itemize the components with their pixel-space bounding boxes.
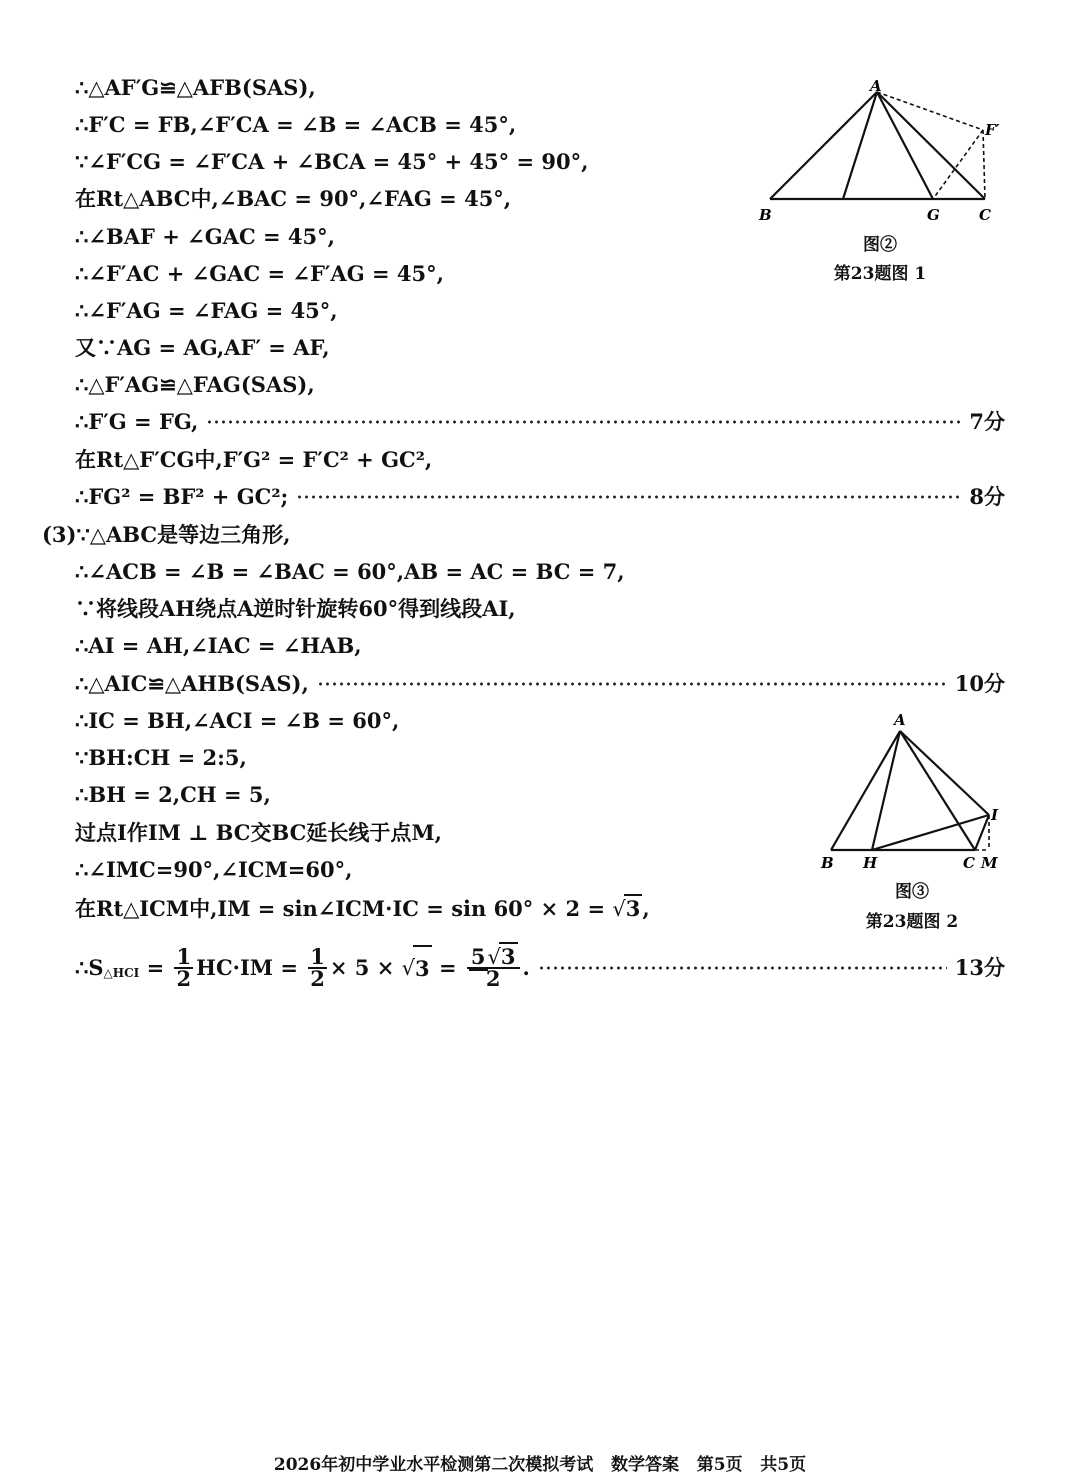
- figure-1-title: 第23题图 1: [833, 264, 927, 284]
- scored-line: [75, 405, 1005, 439]
- page-footer: 2026年初中学业水平检测第二次模拟考试 数学答案 第5页 共5页: [273, 1455, 807, 1475]
- proof-line: ∴∠F′AG = ∠FAG = 45°,: [75, 298, 338, 323]
- scored-line: [75, 480, 1005, 514]
- score-label: 13分: [954, 955, 1005, 980]
- fraction: $\frac{5√3}{2}$: [467, 947, 520, 989]
- proof-line: ∴△AIC≌△AHB(SAS),: [75, 671, 309, 696]
- score-label: 8分: [969, 484, 1005, 509]
- figure-triangle-2: [815, 708, 1015, 873]
- vertex-label-G: G: [927, 206, 940, 224]
- score-label: 10分: [954, 671, 1005, 696]
- dot-leader: [317, 682, 947, 686]
- proof-line: ∴∠BAF + ∠GAC = 45°,: [75, 224, 335, 249]
- proof-line: ∴BH = 2,CH = 5,: [75, 782, 271, 807]
- proof-line: ∴FG² = BF² + GC²;: [75, 484, 289, 509]
- scored-line: [75, 667, 1005, 701]
- fraction: $\frac{1}{2}$: [310, 944, 325, 991]
- vertex-label-M: M: [981, 854, 998, 872]
- vertex-label-C: C: [979, 206, 991, 224]
- vertex-label-H: H: [863, 854, 878, 872]
- vertex-label-C: C: [963, 854, 975, 872]
- proof-line: ∴△AF′G≌△AFB(SAS),: [75, 75, 316, 100]
- proof-line: ∴F′C = FB,∠F′CA = ∠B = ∠ACB = 45°,: [75, 112, 517, 137]
- proof-line: ∴∠F′AC + ∠GAC = ∠F′AG = 45°,: [75, 261, 444, 286]
- proof-line: ∴∠ACB = ∠B = ∠BAC = 60°,AB = AC = BC = 7,: [75, 559, 625, 584]
- proof-line: ∴AI = AH,∠IAC = ∠HAB,: [75, 633, 362, 658]
- text-segment: .: [522, 955, 530, 980]
- text-segment: =: [139, 955, 172, 980]
- proof-line: 过点I作IM ⊥ BC交BC延长线于点M,: [75, 820, 442, 845]
- proof-line: ∴F′G = FG,: [75, 409, 199, 434]
- text-segment: 在Rt△ICM中,IM = sin∠ICM·IC = sin 60° × 2 =: [75, 896, 613, 921]
- proof-line: ∴∠IMC=90°,∠ICM=60°,: [75, 857, 353, 882]
- proof-line: 在Rt△ICM中,IM = sin∠ICM·IC = sin 60° × 2 = √3,: [75, 896, 650, 921]
- vertex-label-F: F′: [985, 121, 1000, 139]
- proof-line: ∵∠F′CG = ∠F′CA + ∠BCA = 45° + 45° = 90°,: [75, 149, 589, 174]
- proof-line: 又∵AG = AG,AF′ = AF,: [75, 335, 330, 360]
- score-label: 7分: [969, 409, 1005, 434]
- sqrt-radicand: 3: [413, 945, 432, 991]
- proof-line: ∵BH:CH = 2:5,: [75, 745, 247, 770]
- proof-line: (3)∵△ABC是等边三角形,: [42, 522, 291, 547]
- fraction: $\frac{1}{2}$: [176, 944, 192, 991]
- vertex-label-A: A: [870, 77, 882, 95]
- figure-2-caption: 图③: [895, 882, 929, 902]
- sqrt-radicand: 3: [625, 896, 641, 921]
- dot-leader: [206, 420, 961, 424]
- dot-leader: [538, 966, 947, 970]
- text-segment: ∴S: [75, 955, 104, 980]
- vertex-label-B: B: [759, 206, 772, 224]
- vertex-label-B: B: [821, 854, 834, 872]
- proof-line: ∴△F′AG≌△FAG(SAS),: [75, 372, 315, 397]
- proof-line: 在Rt△ABC中,∠BAC = 90°,∠FAG = 45°,: [75, 186, 512, 211]
- vertex-label-A: A: [894, 711, 906, 729]
- text-segment: HC·IM =: [196, 955, 306, 980]
- scored-line: [75, 946, 1005, 990]
- subscript: △HCI: [103, 966, 140, 980]
- vertex-label-I: I: [991, 806, 999, 824]
- figure-2-title: 第23题图 2: [865, 912, 959, 932]
- text-segment: × 5 ×: [329, 955, 402, 980]
- figure-1-caption: 图②: [863, 235, 897, 255]
- figure-triangle-1: [755, 75, 1015, 230]
- proof-line: ∴IC = BH,∠ACI = ∠B = 60°,: [75, 708, 400, 733]
- area-formula: ∴S $_{\triangle HCI}$ = $\frac{1}{2}$ HC·IM = $\frac{1}{2}$ × 5 × √ 3 = $\frac{5√3}{2}$ .: [75, 941, 530, 995]
- proof-line: ∵将线段AH绕点A逆时针旋转60°得到线段AI,: [75, 596, 516, 621]
- text-segment: ,: [642, 896, 650, 921]
- proof-line: 在Rt△F′CG中,F′G² = F′C² + GC²,: [75, 447, 433, 472]
- text-segment: =: [431, 955, 464, 980]
- dot-leader: [296, 495, 961, 499]
